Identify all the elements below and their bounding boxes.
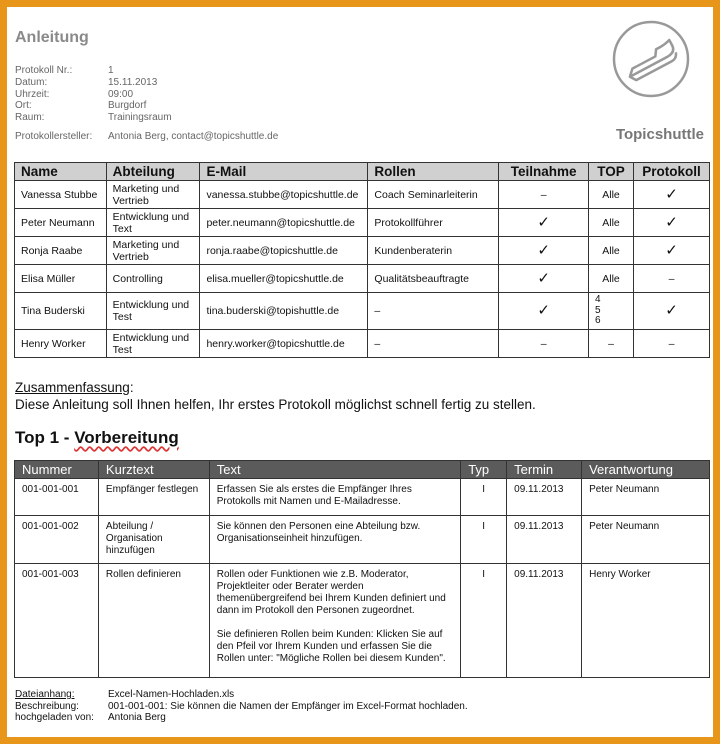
summary-section	[15, 379, 536, 413]
table-row	[15, 209, 710, 237]
participant-dept: Entwicklung und Test	[106, 293, 200, 330]
col-header-text: Text	[209, 461, 460, 479]
participant-dept: Marketing und Vertrieb	[106, 237, 200, 265]
attachment-section	[15, 689, 468, 724]
participant-dept: Entwicklung und Text	[106, 209, 200, 237]
participant-name: Henry Worker	[15, 330, 107, 358]
task-text	[209, 479, 460, 516]
meta-label: Ort:	[15, 100, 32, 112]
participant-top: Alle	[589, 265, 634, 293]
table-row	[15, 564, 710, 678]
participant-role: Protokollführer	[368, 209, 499, 237]
col-header-roles: Rollen	[368, 163, 499, 181]
participant-top: Alle	[589, 209, 634, 237]
meta-value: Burgdorf	[108, 100, 147, 112]
task-date: 09.11.2013	[507, 479, 582, 516]
task-responsible: Peter Neumann	[582, 516, 710, 564]
tasks-header-row	[15, 461, 710, 479]
summary-colon: :	[129, 380, 134, 395]
protocol-meta	[15, 65, 278, 143]
participant-email[interactable]: vanessa.stubbe@topicshuttle.de	[200, 181, 368, 209]
attachment-row-description	[15, 701, 468, 713]
participant-top: 4 5 6	[589, 293, 634, 330]
participant-dept: Marketing und Vertrieb	[106, 181, 200, 209]
attachment-label: Beschreibung:	[15, 700, 79, 712]
attachment-value: Antonia Berg	[108, 712, 166, 723]
participant-attendance: ✓	[499, 209, 589, 237]
participant-role: Coach Seminarleiterin	[368, 181, 499, 209]
col-header-name: Name	[15, 163, 107, 181]
task-type: I	[461, 479, 507, 516]
document-page	[7, 7, 713, 737]
meta-value: Antonia Berg, contact@topicshuttle.de	[108, 130, 279, 142]
table-row	[15, 479, 710, 516]
col-header-protocol: Protokoll	[634, 163, 710, 181]
col-header-shorttext: Kurztext	[98, 461, 209, 479]
page-title: Anleitung	[15, 29, 89, 46]
participant-email[interactable]: tina.buderski@topishuttle.de	[200, 293, 368, 330]
brand-name: Topicshuttle	[615, 126, 704, 143]
tasks-table	[14, 460, 710, 678]
participant-protocol: –	[634, 265, 710, 293]
meta-value: 09:00	[108, 88, 134, 100]
summary-heading	[15, 379, 536, 396]
table-row	[15, 237, 710, 265]
summary-text: Diese Anleitung soll Ihnen helfen, Ihr erstes Protokoll möglichst schnell fertig zu stellen.	[15, 397, 536, 412]
task-text-p1: Rollen oder Funktionen wie z.B. Moderator, Projektleiter oder Berater werden themenübergreifend bei Ihrem Kunden definiert und dann im Protokoll den Personen zugeordnet.	[216, 569, 446, 616]
participant-top: Alle	[589, 181, 634, 209]
meta-value: 1	[108, 65, 114, 76]
meta-value: Trainingsraum	[108, 112, 172, 124]
col-header-date: Termin	[507, 461, 582, 479]
table-row	[15, 330, 710, 358]
task-text	[209, 516, 460, 564]
participants-header-row	[15, 163, 710, 181]
task-type: I	[461, 564, 507, 678]
participant-top: –	[589, 330, 634, 358]
meta-row-creator	[15, 131, 278, 143]
summary-label: Zusammenfassung	[15, 380, 130, 395]
table-row	[15, 265, 710, 293]
task-text-p1: Sie können den Personen eine Abteilung bzw. Organisationseinheit hinzufügen.	[216, 521, 421, 544]
meta-label: Raum:	[15, 112, 45, 124]
table-row	[15, 181, 710, 209]
task-number: 001-001-003	[15, 564, 99, 678]
participant-attendance: ✓	[499, 265, 589, 293]
meta-label: Uhrzeit:	[15, 88, 50, 100]
section-word: Vorbereitung	[74, 428, 179, 447]
col-header-dept: Abteilung	[106, 163, 200, 181]
participant-email[interactable]: henry.worker@topicshuttle.de	[200, 330, 368, 358]
participant-email[interactable]: ronja.raabe@topicshuttle.de	[200, 237, 368, 265]
col-header-responsible: Verantwortung	[582, 461, 710, 479]
meta-value: 15.11.2013	[108, 76, 158, 88]
task-type: I	[461, 516, 507, 564]
meta-label: Protokoll Nr.:	[15, 65, 73, 76]
section-prefix: Top 1 -	[15, 428, 75, 447]
participant-role: –	[368, 293, 499, 330]
attachment-label: hochgeladen von:	[15, 712, 94, 723]
attachment-label: Dateianhang:	[15, 689, 75, 700]
participant-top: Alle	[589, 237, 634, 265]
participant-protocol: ✓	[634, 293, 710, 330]
participant-role: –	[368, 330, 499, 358]
task-shorttext: Rollen definieren	[98, 564, 209, 678]
task-text-p2: Sie definieren Rollen beim Kunden: Klicken Sie auf den Pfeil vor Ihrem Kunden und erfassen Sie die Rollen unter: "Mögliche Rollen bei diesem Kunden".	[216, 629, 446, 664]
task-number: 001-001-001	[15, 479, 99, 516]
col-header-email: E-Mail	[200, 163, 368, 181]
participant-attendance: ✓	[499, 293, 589, 330]
participant-email[interactable]: peter.neumann@topicshuttle.de	[200, 209, 368, 237]
meta-row-date	[15, 77, 278, 89]
section-heading	[15, 428, 179, 448]
attachment-row-uploader	[15, 712, 468, 724]
task-shorttext: Abteilung / Organisation hinzufügen	[98, 516, 209, 564]
col-header-attendance: Teilnahme	[499, 163, 589, 181]
attachment-row-file	[15, 689, 468, 701]
shuttle-logo-icon	[611, 19, 691, 99]
task-responsible: Henry Worker	[582, 564, 710, 678]
participant-dept: Controlling	[106, 265, 200, 293]
participants-table	[14, 162, 710, 358]
task-number: 001-001-002	[15, 516, 99, 564]
task-text	[209, 564, 460, 678]
participant-attendance: –	[499, 330, 589, 358]
participant-name: Peter Neumann	[15, 209, 107, 237]
meta-row-number	[15, 65, 278, 77]
participant-protocol: ✓	[634, 181, 710, 209]
participant-name: Vanessa Stubbe	[15, 181, 107, 209]
participant-name: Elisa Müller	[15, 265, 107, 293]
meta-label: Protokollersteller:	[15, 130, 93, 142]
participant-email[interactable]: elisa.mueller@topicshuttle.de	[200, 265, 368, 293]
attachment-file-link[interactable]: Excel-Namen-Hochladen.xls	[108, 689, 235, 700]
task-shorttext: Empfänger festlegen	[98, 479, 209, 516]
participant-role: Qualitätsbeauftragte	[368, 265, 499, 293]
meta-row-room	[15, 112, 278, 124]
table-row	[15, 293, 710, 330]
participant-role: Kundenberaterin	[368, 237, 499, 265]
participant-dept: Entwicklung und Test	[106, 330, 200, 358]
meta-row-place	[15, 100, 278, 112]
participant-name: Tina Buderski	[15, 293, 107, 330]
participant-protocol: ✓	[634, 237, 710, 265]
task-responsible: Peter Neumann	[582, 479, 710, 516]
task-date: 09.11.2013	[507, 564, 582, 678]
participant-attendance: –	[499, 181, 589, 209]
participant-protocol: ✓	[634, 209, 710, 237]
col-header-number: Nummer	[15, 461, 99, 479]
participant-attendance: ✓	[499, 237, 589, 265]
task-text-p1: Erfassen Sie als erstes die Empfänger Ihres Protokolls mit Namen und E-Mailadresse.	[216, 484, 412, 507]
col-header-type: Typ	[461, 461, 507, 479]
attachment-value: 001-001-001: Sie können die Namen der Empfänger im Excel-Format hochladen.	[108, 700, 468, 712]
task-date: 09.11.2013	[507, 516, 582, 564]
table-row	[15, 516, 710, 564]
meta-label: Datum:	[15, 76, 48, 88]
meta-row-time	[15, 89, 278, 101]
participant-protocol: –	[634, 330, 710, 358]
participant-name: Ronja Raabe	[15, 237, 107, 265]
col-header-top: TOP	[589, 163, 634, 181]
